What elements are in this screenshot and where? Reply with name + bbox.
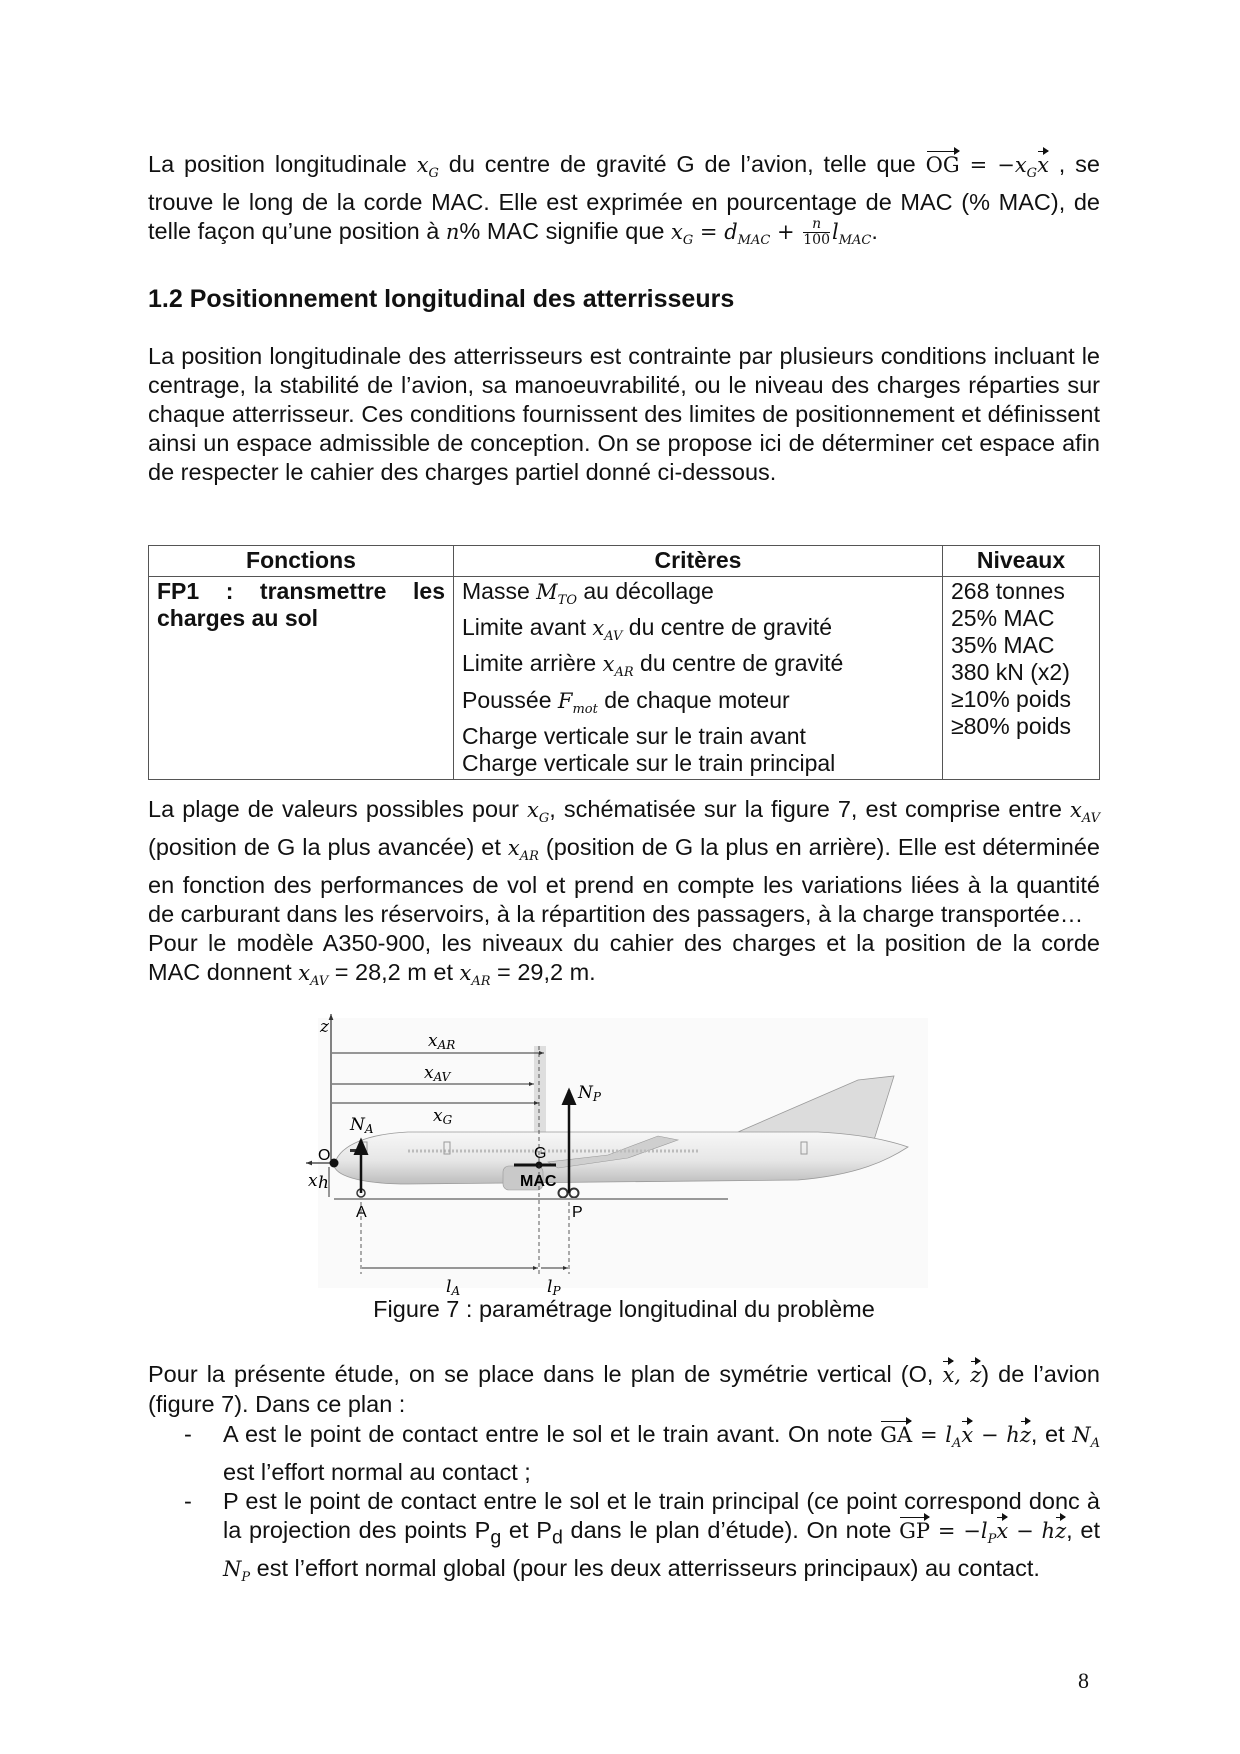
vector-og: OG: [926, 151, 960, 180]
x-ar-label: xAR: [428, 1031, 456, 1052]
criterion: Masse $M_{TO}$ au décollage: [462, 578, 714, 609]
level-value: 380 kN (x2): [951, 659, 1070, 685]
l-a-label: lA: [446, 1277, 461, 1298]
cockpit-window: [350, 1149, 358, 1152]
specification-table: [148, 545, 1100, 780]
criterion: Poussée $F_{mot}$ de chaque moteur: [462, 686, 790, 717]
vector-gp: GP: [899, 1517, 930, 1546]
list-item: - P est le point de contact entre le sol et le train principal (ce point correspond donc à la projection des points $P_g$ et $P_d$ dans le plan d’étude). On note GP = $-l_Px$ − hz, et $N_P$ est l’effort normal global (pour les deux atterrisseurs principaux) au contact.: [184, 1488, 1100, 1586]
criteria-cell: [454, 577, 943, 780]
list-item: - A est le point de contact entre le sol et le train avant. On note GA = $l_Ax$ − hz, et $N_A$ est l’effort normal au contact ;: [184, 1421, 1100, 1486]
function-cell: FP1 : transmettre les charges au sol: [149, 577, 454, 780]
h-label: h: [318, 1173, 329, 1193]
figure-caption: Figure 7 : paramétrage longitudinal du problème: [373, 1296, 875, 1322]
g-label: G: [534, 1145, 547, 1162]
criterion: Charge verticale sur le train avant: [462, 722, 806, 749]
level-value: 268 tonnes: [951, 578, 1065, 604]
section-heading: 1.2 Positionnement longitudinal des atterrisseurs: [148, 285, 735, 313]
mac-label: MAC: [520, 1173, 557, 1190]
header-niveaux: Niveaux: [943, 546, 1100, 577]
x-av-label: xAV: [424, 1063, 451, 1084]
x-axis-label: x: [308, 1171, 318, 1191]
levels-cell: [943, 577, 1100, 780]
level-value: ≥10% poids: [951, 686, 1072, 712]
vector-x: x: [1037, 151, 1049, 180]
origin-point: [330, 1159, 339, 1168]
a-label: A: [356, 1204, 367, 1221]
cg-range-paragraph: La plage de valeurs possibles pour $x_G$, schématisée sur la figure 7, est comprise entre $x_{AV}$ (position de G la plus avancée) et $x_{AR}$ (position de G la plus en arrière). Elle est déterminée en fonction des performances de vol et prend en compte les variations liées à la quantité de carburant dans les réservoirs, à la répartition des passagers, à la charge transportée… Pour le modèle A350-900, les niveaux du cahier des charges et la position de la corde MAC donnent $x_{AV} = 28,2$ m et $x_{AR} = 29,2$ m.: [148, 796, 1100, 990]
criterion: Limite avant $x_{AV}$ du centre de gravité: [462, 614, 833, 645]
header-criteres: Critères: [454, 546, 943, 577]
criterion: Limite arrière $x_{AR}$ du centre de gravité: [462, 650, 844, 681]
level-value: 25% MAC: [951, 605, 1055, 631]
level-value: 35% MAC: [951, 632, 1055, 658]
criterion: Charge verticale sur le train principal: [462, 749, 836, 776]
fraction-n-over-100: $\frac{n}{100}$: [803, 216, 830, 249]
table-header-row: [149, 546, 1100, 577]
p-label: P: [572, 1204, 583, 1221]
section-paragraph: La position longitudinale des atterrisseurs est contrainte par plusieurs conditions incluant le centrage, la stabilité de l’avion, sa manoeuvrabilité, ou le niveau des charges réparties sur chaque atterrisseur. Ces conditions fournissent des limites de positionnement et définissent ainsi un espace admissible de conception. On se propose ici de déterminer cet espace afin de respecter le cahier des charges partiel donné ci-dessous.: [148, 343, 1100, 485]
table-row: [149, 577, 1100, 780]
na-label: NA: [350, 1115, 374, 1136]
figure-7-diagram: [298, 1010, 938, 1300]
study-plane-paragraph: Pour la présente étude, on se place dans le plan de symétrie vertical (O, x, z) de l’avion (figure 7). Dans ce plan :: [148, 1361, 1100, 1417]
x-g-label: xG: [433, 1106, 453, 1127]
vector-ga: GA: [880, 1421, 912, 1450]
definition-list: [148, 1420, 1100, 1593]
l-p-label: lP: [547, 1277, 561, 1298]
z-axis-label: z: [320, 1017, 329, 1037]
page-number: 8: [1078, 1668, 1089, 1693]
level-value: ≥80% poids: [951, 713, 1072, 739]
intro-paragraph: La position longitudinale $x_G$ du centre de gravité G de l’avion, telle que OG = $-x_Gx$ , se trouve le long de la corde MAC. Elle est exprimée en pourcentage de MAC (% MAC), de telle façon qu’une position à n% MAC signifie que $x_G = d_{MAC}$ + $\frac{n}{100}$ $l_{MAC}$.: [148, 151, 1100, 249]
origin-label: O: [318, 1147, 331, 1164]
header-fonctions: Fonctions: [149, 546, 454, 577]
np-label: NP: [578, 1083, 601, 1104]
